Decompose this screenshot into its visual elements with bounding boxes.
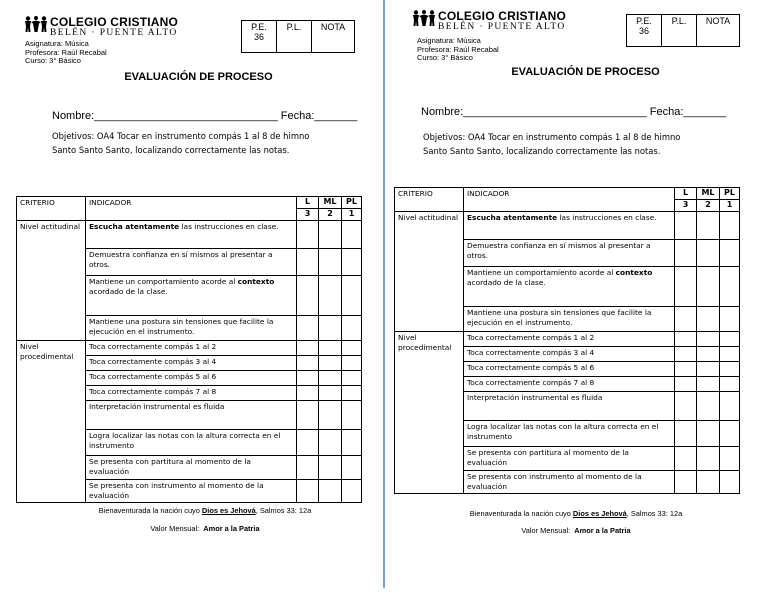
indicator-text: Toca correctamente compás 3 al 4: [86, 355, 297, 370]
rubric-table: [394, 187, 740, 494]
score-checkbox-cell[interactable]: [342, 479, 362, 502]
level-label: L: [675, 188, 697, 200]
indicator-text: Se presenta con instrumento al momento de la evaluación: [86, 479, 297, 502]
footer-verse: Bienaventurada la nación cuyo Dios es Jehová, Salmos 33: 12a: [98, 506, 312, 515]
score-checkbox-cell[interactable]: [720, 239, 740, 266]
score-checkbox-cell[interactable]: [720, 346, 740, 361]
level-score: 3: [675, 200, 697, 212]
indicator-text: Se presenta con partitura al momento de la evaluación: [464, 446, 675, 470]
page-title: EVALUACIÓN DE PROCESO: [124, 71, 273, 83]
score-checkbox-cell[interactable]: [697, 211, 720, 239]
score-checkbox-cell[interactable]: [720, 331, 740, 346]
score-checkbox-cell[interactable]: [319, 429, 342, 455]
level-label: ML: [697, 188, 720, 200]
rubric-table: [16, 196, 362, 503]
subject-label: Asignatura: Música: [25, 39, 89, 48]
footer-value: Valor Mensual: Amor a la Patria: [521, 526, 631, 535]
name-date-line: Nombre:______________________________ Fecha:_______: [421, 106, 727, 118]
score-checkbox-cell[interactable]: [297, 370, 319, 385]
pe-cell: P.E. 36: [627, 15, 662, 47]
nota-cell: NOTA: [312, 21, 355, 53]
score-checkbox-cell[interactable]: [697, 239, 720, 266]
indicator-text: Interpretación instrumental es fluida: [464, 391, 675, 420]
score-checkbox-cell[interactable]: [297, 455, 319, 479]
score-checkbox-cell[interactable]: [319, 220, 342, 248]
course-meta: [417, 37, 499, 63]
score-checkbox-cell[interactable]: [319, 370, 342, 385]
score-checkbox-cell[interactable]: [319, 455, 342, 479]
score-checkbox-cell[interactable]: [675, 361, 697, 376]
indicator-text: Se presenta con instrumento al momento de la evaluación: [464, 470, 675, 493]
score-checkbox-cell[interactable]: [697, 391, 720, 420]
school-location: BELÉN · PUENTE ALTO: [50, 28, 178, 38]
score-checkbox-cell[interactable]: [697, 331, 720, 346]
score-checkbox-cell[interactable]: [675, 266, 697, 306]
score-checkbox-cell[interactable]: [720, 420, 740, 446]
level-label: ML: [319, 197, 342, 209]
score-checkbox-cell[interactable]: [297, 400, 319, 429]
teacher-label: Profesora: Raúl Recabal: [25, 47, 107, 57]
course-label: Curso: 3° Básico: [417, 53, 473, 63]
objective-text: Objetivos: OA4 Tocar en instrumento compás 1 al 8 de himno Santo Santo Santo, localizando correctamente las notas.: [52, 131, 310, 155]
school-logo: [412, 10, 566, 33]
score-checkbox-cell[interactable]: [297, 385, 319, 400]
indicator-text: Toca correctamente compás 3 al 4: [464, 346, 675, 361]
indicator-text: Demuestra confianza en sí mismos al presentar a otros.: [464, 239, 675, 266]
indicator-text: Escucha atentamente las instrucciones en clase.: [86, 220, 297, 248]
level-label: PL: [342, 197, 362, 209]
score-checkbox-cell[interactable]: [720, 470, 740, 493]
indicator-text: Toca correctamente compás 7 al 8: [464, 376, 675, 391]
pl-cell: P.L.: [662, 15, 697, 47]
indicator-text: Demuestra confianza en sí mismos al presentar a otros.: [86, 248, 297, 275]
indicator-text: Toca correctamente compás 7 al 8: [86, 385, 297, 400]
indicator-text: Se presenta con partitura al momento de la evaluación: [86, 455, 297, 479]
score-checkbox-cell[interactable]: [297, 429, 319, 455]
indicator-text: Interpretación instrumental es fluida: [86, 400, 297, 429]
score-checkbox-cell[interactable]: [720, 211, 740, 239]
score-checkbox-cell[interactable]: [697, 306, 720, 331]
indicator-text: Logra localizar las notas con la altura correcta en el instrumento: [86, 429, 297, 455]
level-label: L: [297, 197, 319, 209]
objective-text: Objetivos: OA4 Tocar en instrumento compás 1 al 8 de himno Santo Santo Santo, localizando correctamente las notas.: [423, 132, 681, 156]
school-name: COLEGIO CRISTIANO: [438, 9, 567, 23]
score-checkbox-cell[interactable]: [342, 315, 362, 340]
score-checkbox-cell[interactable]: [720, 391, 740, 420]
school-logo: [24, 16, 178, 39]
score-checkbox-cell[interactable]: [675, 239, 697, 266]
footer-verse: Bienaventurada la nación cuyo Dios es Jehová, Salmos 33: 12a: [469, 509, 683, 518]
course-label: Curso: 3° Básico: [25, 56, 81, 66]
indicator-text: Escucha atentamente las instrucciones en clase.: [464, 211, 675, 239]
school-name: COLEGIO CRISTIANO: [50, 15, 179, 29]
school-emblem-icon: [24, 16, 48, 32]
nota-cell: NOTA: [697, 15, 740, 47]
score-checkbox-cell[interactable]: [697, 376, 720, 391]
indicator-text: Logra localizar las notas con la altura correcta en el instrumento: [464, 420, 675, 446]
score-checkbox-cell[interactable]: [720, 266, 740, 306]
indicator-text: Toca correctamente compás 1 al 2: [86, 340, 297, 355]
criterion-name: Nivel procedimental: [17, 340, 86, 502]
indicator-text: Mantiene una postura sin tensiones que facilite la ejecución en el instrumento.: [86, 315, 297, 340]
score-checkbox-cell[interactable]: [675, 211, 697, 239]
score-checkbox-cell[interactable]: [697, 361, 720, 376]
score-checkbox-cell[interactable]: [675, 470, 697, 493]
level-score: 1: [720, 200, 740, 212]
indicator-text: Toca correctamente compás 1 al 2: [464, 331, 675, 346]
score-checkbox-cell[interactable]: [675, 346, 697, 361]
indicador-header: INDICADOR: [464, 188, 675, 212]
level-score: 3: [297, 209, 319, 221]
level-score: 2: [697, 200, 720, 212]
score-checkbox-cell[interactable]: [319, 400, 342, 429]
score-checkbox-cell[interactable]: [297, 275, 319, 315]
score-checkbox-cell[interactable]: [297, 479, 319, 502]
criterio-header: CRITERIO: [17, 197, 86, 221]
score-checkbox-cell[interactable]: [697, 346, 720, 361]
rubric-row: [395, 211, 740, 239]
score-checkbox-cell[interactable]: [297, 220, 319, 248]
footer-value: Valor Mensual: Amor a la Patria: [150, 524, 260, 533]
page-title: EVALUACIÓN DE PROCESO: [511, 66, 660, 78]
level-label: PL: [720, 188, 740, 200]
score-box: [241, 20, 355, 53]
teacher-label: Profesora: Raúl Recabal: [417, 44, 499, 54]
score-checkbox-cell[interactable]: [319, 479, 342, 502]
score-checkbox-cell[interactable]: [319, 315, 342, 340]
score-checkbox-cell[interactable]: [342, 385, 362, 400]
score-checkbox-cell[interactable]: [675, 376, 697, 391]
score-checkbox-cell[interactable]: [297, 315, 319, 340]
score-checkbox-cell[interactable]: [697, 470, 720, 493]
rubric-row: [17, 220, 362, 248]
score-checkbox-cell[interactable]: [342, 455, 362, 479]
score-checkbox-cell[interactable]: [319, 275, 342, 315]
level-score: 1: [342, 209, 362, 221]
score-checkbox-cell[interactable]: [319, 355, 342, 370]
score-checkbox-cell[interactable]: [675, 306, 697, 331]
rubric-row: [395, 331, 740, 346]
criterion-name: Nivel actitudinal: [17, 220, 86, 340]
score-checkbox-cell[interactable]: [720, 306, 740, 331]
score-checkbox-cell[interactable]: [697, 266, 720, 306]
score-checkbox-cell[interactable]: [720, 376, 740, 391]
indicator-text: Mantiene una postura sin tensiones que facilite la ejecución en el instrumento.: [464, 306, 675, 331]
score-checkbox-cell[interactable]: [342, 248, 362, 275]
school-emblem-icon: [412, 10, 436, 26]
score-checkbox-cell[interactable]: [319, 248, 342, 275]
score-checkbox-cell[interactable]: [675, 420, 697, 446]
score-checkbox-cell[interactable]: [297, 248, 319, 275]
name-date-line: Nombre:______________________________ Fecha:_______: [52, 110, 358, 122]
score-checkbox-cell[interactable]: [342, 340, 362, 355]
score-checkbox-cell[interactable]: [297, 340, 319, 355]
score-checkbox-cell[interactable]: [720, 361, 740, 376]
criterion-name: Nivel actitudinal: [395, 211, 464, 331]
score-checkbox-cell[interactable]: [319, 340, 342, 355]
score-checkbox-cell[interactable]: [675, 446, 697, 470]
indicador-header: INDICADOR: [86, 197, 297, 221]
score-checkbox-cell[interactable]: [720, 446, 740, 470]
rubric-row: [17, 340, 362, 355]
score-checkbox-cell[interactable]: [342, 370, 362, 385]
score-checkbox-cell[interactable]: [297, 355, 319, 370]
score-checkbox-cell[interactable]: [342, 275, 362, 315]
indicator-text: Mantiene un comportamiento acorde al contexto acordado de la clase.: [86, 275, 297, 315]
score-checkbox-cell[interactable]: [342, 400, 362, 429]
score-checkbox-cell[interactable]: [697, 420, 720, 446]
level-score: 2: [319, 209, 342, 221]
score-checkbox-cell[interactable]: [319, 385, 342, 400]
indicator-text: Mantiene un comportamiento acorde al contexto acordado de la clase.: [464, 266, 675, 306]
course-meta: [25, 40, 107, 66]
evaluation-sheet-left: [0, 0, 383, 594]
score-checkbox-cell[interactable]: [697, 446, 720, 470]
score-checkbox-cell[interactable]: [675, 391, 697, 420]
subject-label: Asignatura: Música: [417, 36, 481, 45]
score-checkbox-cell[interactable]: [342, 355, 362, 370]
criterio-header: CRITERIO: [395, 188, 464, 212]
score-checkbox-cell[interactable]: [675, 331, 697, 346]
indicator-text: Toca correctamente compás 5 al 6: [86, 370, 297, 385]
criterion-name: Nivel procedimental: [395, 331, 464, 493]
indicator-text: Toca correctamente compás 5 al 6: [464, 361, 675, 376]
score-checkbox-cell[interactable]: [342, 429, 362, 455]
pl-cell: P.L.: [277, 21, 312, 53]
pe-cell: P.E. 36: [242, 21, 277, 53]
score-box: [626, 14, 740, 47]
school-location: BELÉN · PUENTE ALTO: [438, 22, 566, 32]
score-checkbox-cell[interactable]: [342, 220, 362, 248]
evaluation-sheet-right: [385, 0, 768, 594]
